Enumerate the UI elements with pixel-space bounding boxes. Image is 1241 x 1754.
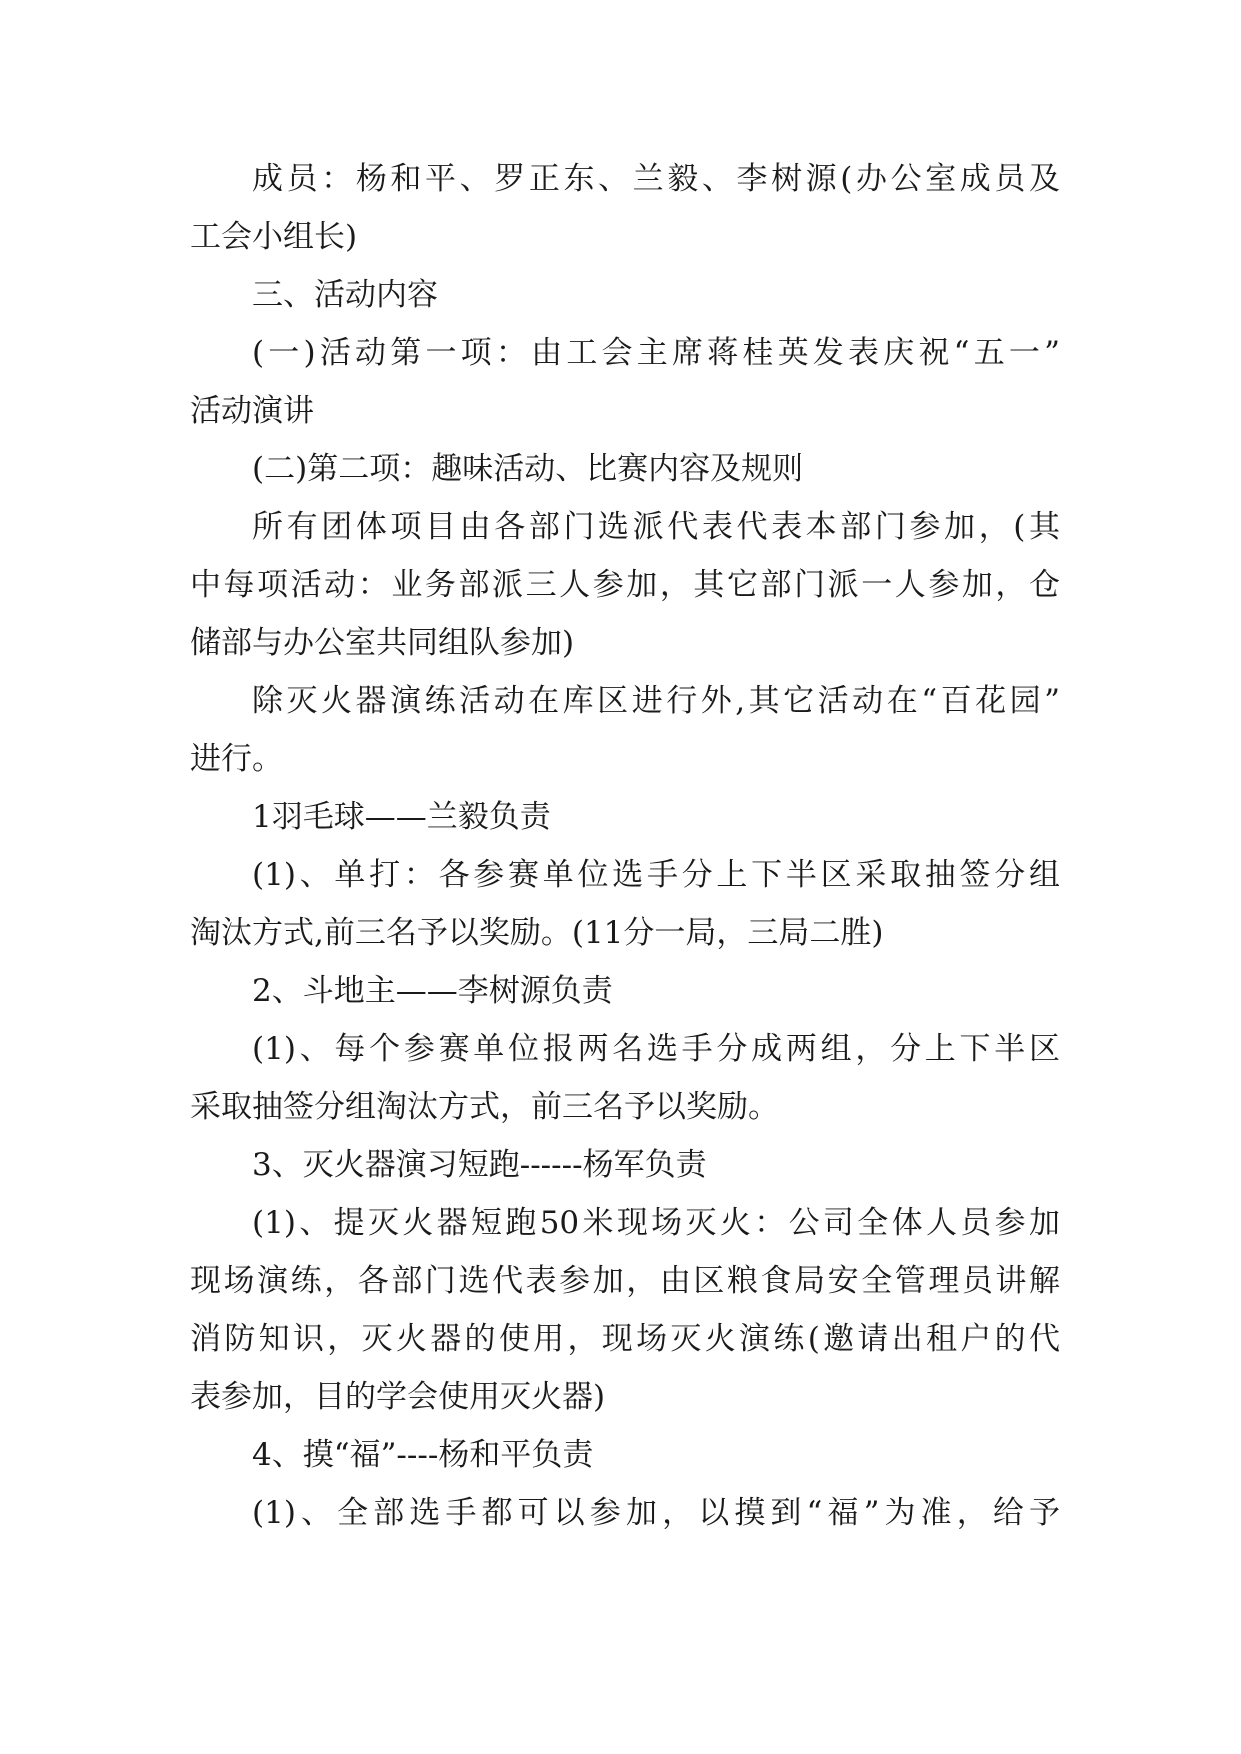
paragraph-line: 活动演讲 <box>190 393 314 429</box>
paragraph-line: 中每项活动：业务部派三人参加，其它部门派一人参加，仓 <box>190 567 1060 603</box>
paragraph-line: (1)、单打：各参赛单位选手分上下半区采取抽签分组 <box>252 857 1060 893</box>
paragraph-line: (二)第二项：趣味活动、比赛内容及规则 <box>252 451 804 487</box>
paragraph-line: (一)活动第一项：由工会主席蒋桂英发表庆祝“五一” <box>252 335 1060 371</box>
list-item-heading: 1羽毛球——兰毅负责 <box>252 799 551 835</box>
list-item-heading: 2、斗地主——李树源负责 <box>252 973 613 1009</box>
paragraph-line: 进行。 <box>190 741 283 777</box>
paragraph-line: (1)、提灭火器短跑50米现场灭火：公司全体人员参加 <box>252 1205 1060 1241</box>
paragraph-line: 现场演练，各部门选代表参加，由区粮食局安全管理员讲解 <box>190 1263 1060 1299</box>
paragraph-line: 表参加，目的学会使用灭火器) <box>190 1379 606 1415</box>
list-item-heading: 4、摸“福”----杨和平负责 <box>252 1437 594 1473</box>
paragraph-line: 所有团体项目由各部门选派代表代表本部门参加，(其 <box>252 509 1060 545</box>
section-heading: 三、活动内容 <box>252 277 438 313</box>
paragraph-line: 淘汰方式,前三名予以奖励。(11分一局，三局二胜) <box>190 915 884 951</box>
paragraph-line: 成员：杨和平、罗正东、兰毅、李树源(办公室成员及 <box>252 161 1060 197</box>
paragraph-line: 储部与办公室共同组队参加) <box>190 625 575 661</box>
paragraph-line: 除灭火器演练活动在库区进行外,其它活动在“百花园” <box>252 683 1060 719</box>
paragraph-line: (1)、全部选手都可以参加，以摸到“福”为准，给予 <box>252 1495 1060 1531</box>
document-body <box>190 150 1060 1542</box>
paragraph-line: 消防知识，灭火器的使用，现场灭火演练(邀请出租户的代 <box>190 1321 1060 1357</box>
list-item-heading: 3、灭火器演习短跑------杨军负责 <box>252 1147 707 1183</box>
paragraph-line: 工会小组长) <box>190 219 358 255</box>
paragraph-line: 采取抽签分组淘汰方式，前三名予以奖励。 <box>190 1089 779 1125</box>
paragraph-line: (1)、每个参赛单位报两名选手分成两组，分上下半区 <box>252 1031 1060 1067</box>
